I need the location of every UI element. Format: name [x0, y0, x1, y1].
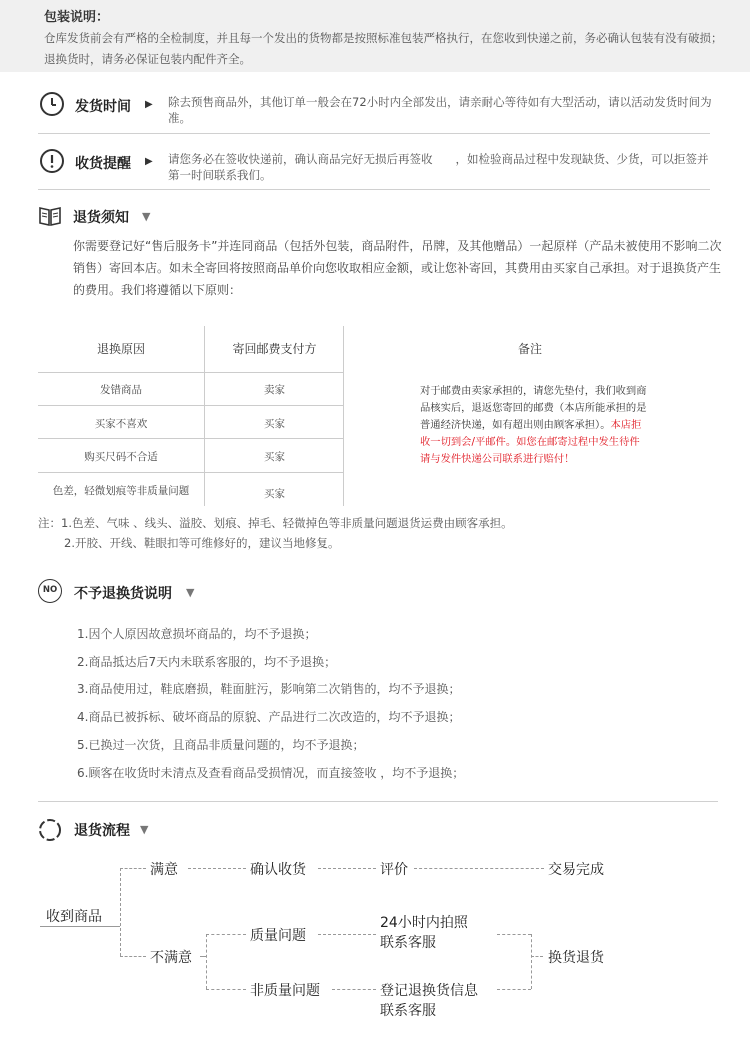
flow-done: 交易完成 [548, 862, 604, 878]
flow-connector [120, 956, 146, 957]
no-return-item: 1.因个人原因故意损坏商品的，均不予退换； [77, 627, 317, 641]
flow-quality: 质量问题 [250, 928, 306, 944]
flow-non-quality: 非质量问题 [250, 983, 320, 999]
table-header-payer: 寄回邮费支付方 [232, 342, 317, 356]
divider [38, 801, 718, 802]
flow-connector [497, 934, 531, 935]
table-cell-reason: 发错商品 [100, 384, 142, 396]
triangle-down-icon: ▼ [140, 823, 149, 836]
arrow-right-icon: ▶ [145, 156, 153, 167]
flow-connector [318, 868, 376, 869]
returns-text: 你需要登记好“售后服务卡”并连同商品（包括外包装，商品附件，吊牌，及其他赠品）一起原样（产品未被使用不影响二次销售）寄回本店。如未全寄回将按照商品单价向您收取相应金额，或让您补寄回，其费用由买家自己承担。对于退换货产生的费用。我们将遵循以下原则： [73, 239, 722, 297]
shipping-label: 发货时间 [75, 99, 131, 115]
flow-connector [414, 868, 544, 869]
table-note-text: 对于邮费由卖家承担的，请您先垫付，我们收到商品核实后，退返您寄回的邮费（本店所能承担的是普通经济快递，如有超出则由顾客承担）。 [420, 385, 647, 431]
receipt-text: 请您务必在签收快递前，确认商品完好无损后再签收 ，如检验商品过程中发现缺货、少货，可以拒签并第一时间联系我们。 [168, 152, 709, 182]
divider [38, 189, 710, 190]
flow-contact: 联系客服 [380, 1003, 436, 1019]
no-return-title: 不予退换货说明 [74, 586, 172, 602]
packaging-title: 包装说明： [44, 10, 110, 25]
table-cell-payer: 卖家 [264, 384, 285, 396]
returns-table [38, 326, 344, 506]
book-icon [38, 205, 62, 227]
flow-connector [206, 989, 246, 990]
flow-register: 登记退换货信息 [380, 983, 478, 999]
packaging-text: 仓库发货前会有严格的全检制度，并且每一个发出的货物都是按照标准包装严格执行，在您收到快递之前，务必确认包装有没有破损；退换货时，请务必保证包装内配件齐全。 [44, 31, 723, 66]
refresh-icon [38, 818, 62, 842]
exclamation-icon [40, 149, 64, 173]
no-return-item: 5.已换过一次货，且商品非质量问题的，均不予退换； [77, 738, 365, 752]
flow-unsatisfied: 不满意 [150, 950, 192, 966]
no-return-item: 4.商品已被拆标、破坏商品的原貌、产品进行二次改造的，均不予退换； [77, 710, 461, 724]
flow-photo: 24小时内拍照 [380, 915, 468, 931]
table-header-reason: 退换原因 [96, 342, 145, 356]
returns-note-2: 2.开胶、开线、鞋眼扣等可维修好的，建议当地修复。 [64, 536, 340, 550]
flow-connector [531, 934, 532, 989]
flow-connector [497, 989, 531, 990]
flow-connector [531, 956, 543, 957]
table-cell-payer: 买家 [264, 451, 285, 463]
table-cell-payer: 买家 [264, 488, 285, 500]
returns-title: 退货须知 [73, 210, 129, 226]
no-return-item: 6.顾客在收货时未清点及查看商品受损情况，而直接签收 ，均不予退换； [77, 766, 465, 780]
returns-note-1: 注：1.色差、气味 、线头、溢胶、划痕、掉毛、轻微掉色等非质量问题退货运费由顾客承担。 [38, 516, 513, 530]
shipping-text: 除去预售商品外，其他订单一般会在72小时内全部发出，请亲耐心等待如有大型活动，请以活动发货时间为准。 [168, 95, 712, 125]
flow-confirm: 确认收货 [250, 862, 306, 878]
flow-exchange: 换货退货 [548, 950, 604, 966]
table-cell-reason: 色差，轻微划痕等非质量问题 [52, 485, 190, 497]
table-cell-reason: 买家不喜欢 [94, 418, 148, 430]
table-note [420, 383, 648, 468]
receipt-label: 收货提醒 [75, 156, 131, 172]
table-note-warning: 本店拒收一切到会/平邮件。如您在邮寄过程中发生待件请与发件快递公司联系进行赔付！ [420, 419, 642, 465]
clock-icon [40, 92, 64, 116]
table-cell-payer: 买家 [264, 418, 285, 430]
flow-received: 收到商品 [46, 909, 102, 925]
flow-title: 退货流程 [74, 823, 130, 839]
flow-contact: 联系客服 [380, 935, 436, 951]
table-note-header: 备注 [517, 342, 542, 356]
flow-connector [120, 868, 146, 869]
packaging-banner [0, 0, 750, 72]
flow-connector [40, 926, 120, 927]
flow-connector [188, 868, 246, 869]
no-return-item: 2.商品抵达后7天内未联系客服的，均不予退换； [77, 655, 337, 669]
flow-connector [206, 934, 207, 989]
flow-connector [120, 868, 121, 956]
triangle-down-icon: ▼ [142, 210, 151, 223]
flow-connector [332, 989, 376, 990]
flow-review: 评价 [380, 862, 408, 878]
flow-connector [318, 934, 376, 935]
table-divider [38, 472, 344, 473]
no-icon: NO [38, 579, 62, 603]
flow-satisfied: 满意 [150, 862, 178, 878]
flow-connector [206, 934, 246, 935]
no-return-item: 3.商品使用过，鞋底磨损，鞋面脏污，影响第二次销售的，均不予退换； [77, 682, 461, 696]
table-cell-reason: 购买尺码不合适 [84, 451, 158, 463]
table-divider [38, 438, 344, 439]
arrow-right-icon: ▶ [145, 99, 153, 110]
triangle-down-icon: ▼ [186, 586, 195, 599]
table-divider [38, 405, 344, 406]
table-divider [38, 372, 344, 373]
divider [38, 133, 710, 134]
